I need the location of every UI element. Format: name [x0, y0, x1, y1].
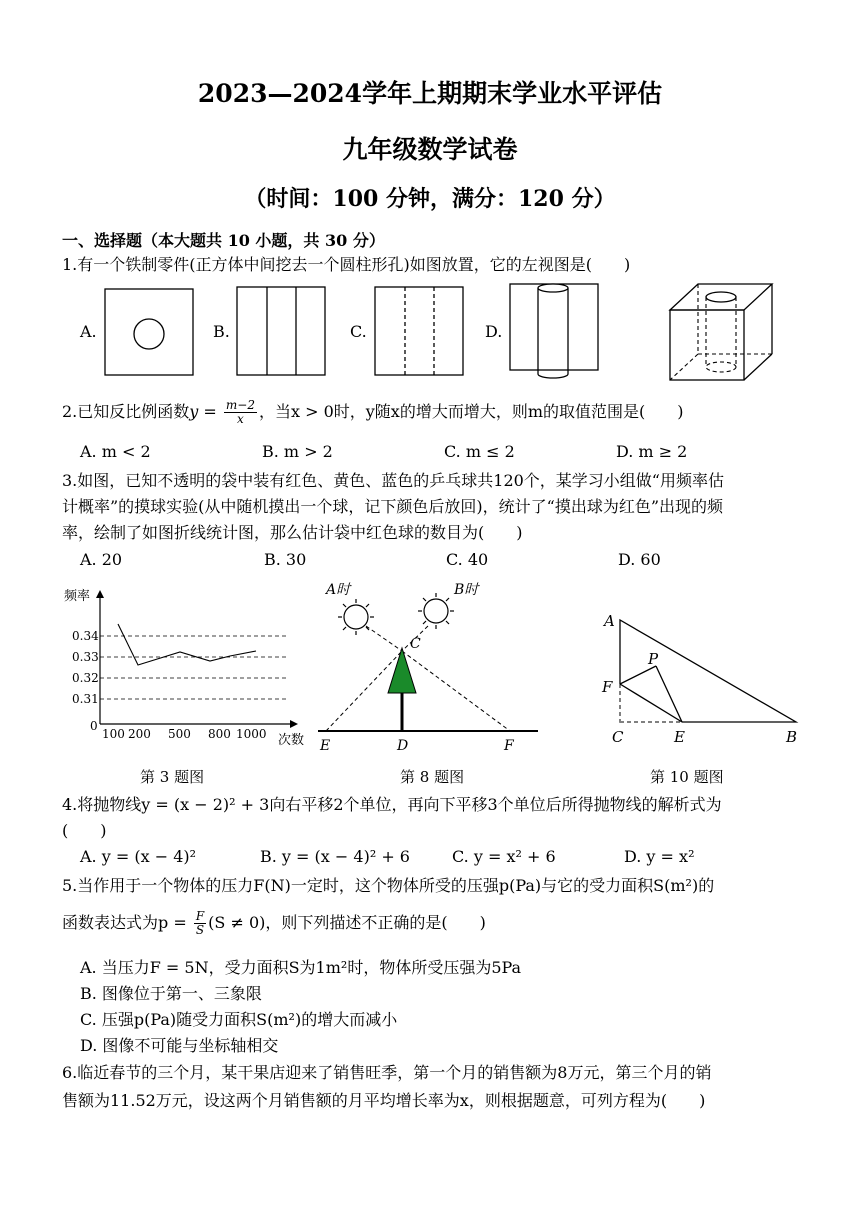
q1-option-d-figure [508, 282, 600, 384]
q4-option-a: A. y = (x − 4)² [80, 847, 197, 866]
fig8-label-d: D [397, 738, 409, 754]
q4-option-c: C. y = x² + 6 [452, 847, 556, 866]
fig8-label-f: F [504, 738, 514, 754]
fig3-ytick-033: 0.33 [72, 650, 99, 664]
q5-line2-post: (S ≠ 0)，则下列描述不正确的是( ) [208, 913, 486, 932]
fig3-origin: 0 [90, 719, 98, 733]
fig10-label-e: E [674, 728, 685, 746]
exam-title: 2023—2024学年上期期末学业水平评估 [197, 79, 663, 108]
exam-subtitle: 九年级数学试卷 [342, 135, 518, 164]
question-4-text: 4.将抛物线y = (x − 2)² + 3向右平移2个单位，再向下平移3个单位后所得抛物线的解析式为 [62, 795, 722, 814]
fig3-xtick-200: 200 [128, 727, 151, 741]
figure-8-shadow-diagram [310, 580, 550, 755]
fig3-ytick-032: 0.32 [72, 671, 99, 685]
figure-3-line-chart [60, 582, 310, 752]
question-3-line2: 计概率”的摸球实验(从中随机摸出一个球，记下颜色后放回)，统计了“摸出球为红色”出现的频 [62, 497, 724, 516]
fig3-xtick-100: 100 [102, 727, 125, 741]
fig8-label-a-time: A时 [326, 582, 351, 598]
q3-option-d: D. 60 [618, 550, 661, 569]
fig3-ytick-031: 0.31 [72, 692, 99, 706]
question-3-line3: 率，绘制了如图折线统计图，那么估计袋中红色球的数目为( ) [62, 523, 523, 542]
fig3-ylabel: 频率 [64, 589, 91, 604]
q4-option-b: B. y = (x − 4)² + 6 [260, 847, 410, 866]
question-3-line1: 3.如图，已知不透明的袋中装有红色、黄色、蓝色的乒乓球共120个，某学习小组做“用频率估 [62, 471, 724, 490]
q3-option-b: B. 30 [264, 550, 307, 569]
q1-option-d-label: D. [485, 322, 503, 341]
fig3-xtick-800: 800 [208, 727, 231, 741]
figure-3-caption: 第 3 题图 [140, 768, 205, 786]
q2-y-eq: y = [189, 402, 217, 421]
q5-frac-den: S [195, 923, 205, 937]
q3-option-a: A. 20 [80, 550, 123, 569]
q5-option-b: B. 图像位于第一、三象限 [80, 984, 262, 1003]
figure-10-caption: 第 10 题图 [650, 768, 724, 786]
q1-option-c-label: C. [350, 322, 367, 341]
q2-option-d: D. m ≥ 2 [616, 442, 688, 461]
fig10-label-c: C [612, 728, 624, 746]
fig8-label-e: E [320, 738, 331, 754]
figure-10-triangle-diagram [596, 606, 804, 746]
fig10-label-p: P [648, 650, 659, 668]
fig3-xtick-1000: 1000 [236, 727, 267, 741]
figure-8-caption: 第 8 题图 [400, 768, 465, 786]
q5-option-c: C. 压强p(Pa)随受力面积S(m²)的增大而减小 [80, 1010, 398, 1029]
fig3-xlabel: 次数 [278, 733, 305, 748]
fig8-label-b-time: B时 [454, 582, 479, 598]
q5-frac-num: F [195, 909, 205, 923]
question-6-line1: 6.临近春节的三个月，某干果店迎来了销售旺季，第一个月的销售额为8万元，第三个月的销 [62, 1063, 712, 1082]
q3-option-c: C. 40 [446, 550, 489, 569]
sun-a-icon [338, 599, 374, 635]
sun-b-icon [418, 593, 454, 629]
question-4-blank: ( ) [62, 821, 107, 840]
q2-fraction [224, 399, 257, 426]
q4-option-d: D. y = x² [624, 847, 695, 866]
q2-option-a: A. m < 2 [80, 442, 151, 461]
q5-fraction [194, 910, 206, 937]
fig10-label-f: F [602, 678, 613, 696]
question-6-line2: 售额为11.52万元，设这两个月销售额的月平均增长率为x，则根据题意，可列方程为( ) [62, 1091, 706, 1110]
fig3-ytick-034: 0.34 [72, 629, 99, 643]
q5-option-a: A. 当压力F = 5N，受力面积S为1m²时，物体所受压强为5Pa [80, 958, 522, 977]
q5-line2-pre: 函数表达式为p = [62, 913, 187, 932]
q1-option-b-figure [236, 286, 328, 378]
fig3-series-line [118, 624, 256, 665]
q2-text-pre: 2.已知反比例函数 [62, 402, 190, 421]
section-heading: 一、选择题（本大题共 10 小题，共 30 分） [62, 231, 385, 250]
fig3-xtick-500: 500 [168, 727, 191, 741]
q1-option-c-figure [374, 286, 466, 378]
q5-option-d: D. 图像不可能与坐标轴相交 [80, 1036, 279, 1055]
time-info: （时间：100 分钟，满分：120 分） [244, 186, 616, 212]
question-2-text [62, 399, 684, 426]
q1-option-a-figure [104, 288, 194, 378]
fig8-label-c: C [410, 636, 421, 652]
fig10-label-a: A [604, 612, 615, 630]
q1-option-a-label: A. [80, 322, 97, 341]
question-1-text: 1.有一个铁制零件(正方体中间挖去一个圆柱形孔)如图放置，它的左视图是( ) [62, 255, 631, 274]
q2-frac-den: x [237, 412, 244, 426]
q2-option-c: C. m ≤ 2 [444, 442, 515, 461]
q2-frac-num: m−2 [225, 398, 255, 412]
fig10-label-b: B [786, 728, 798, 746]
q1-3d-part-figure [668, 282, 778, 384]
q2-option-b: B. m > 2 [262, 442, 333, 461]
q1-option-b-label: B. [213, 322, 230, 341]
q2-text-post: ，当x > 0时，y随x的增大而增大，则m的取值范围是( ) [258, 402, 684, 421]
question-5-line2 [62, 910, 486, 937]
question-5-line1: 5.当作用于一个物体的压力F(N)一定时，这个物体所受的压强p(Pa)与它的受力面积S(m²)的 [62, 876, 715, 895]
